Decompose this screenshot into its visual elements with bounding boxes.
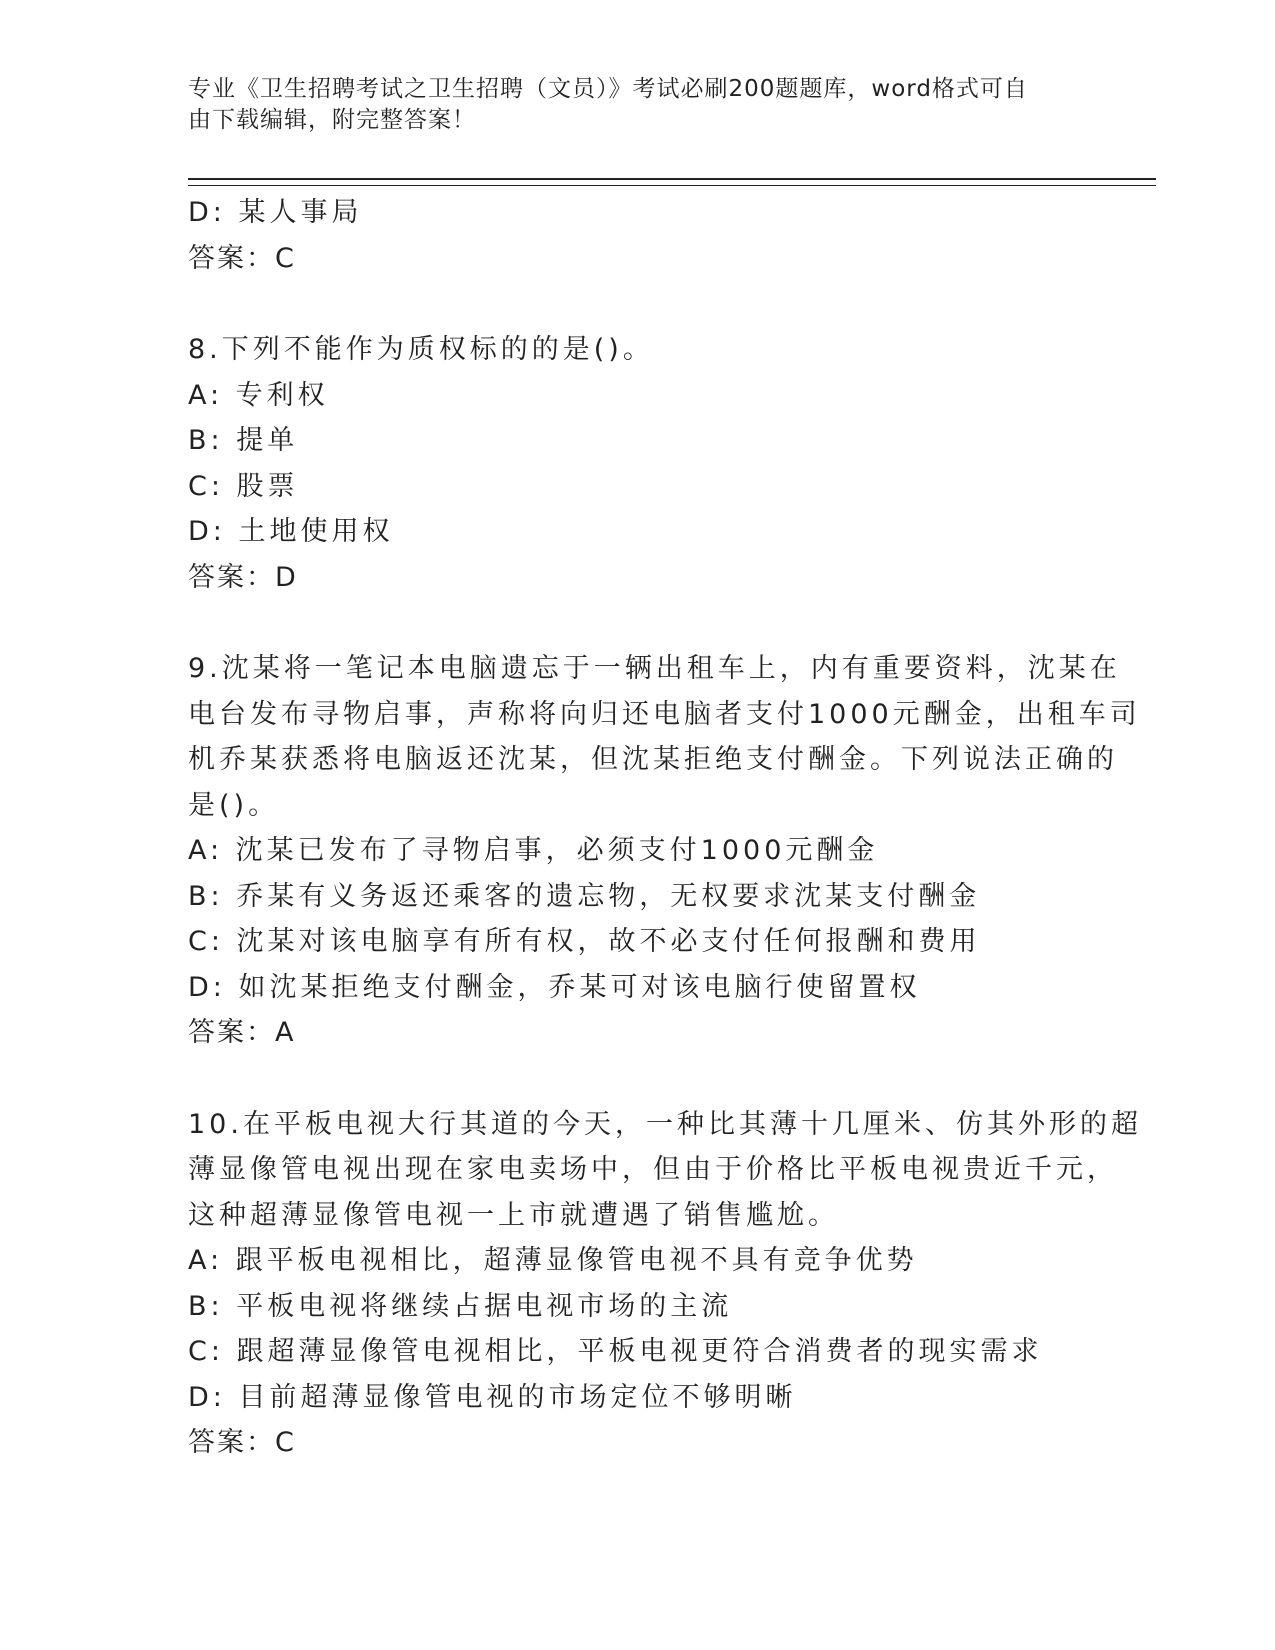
answer: 答案：D [188, 561, 298, 593]
question-9 [188, 646, 1141, 1056]
option-a: A: 跟平板电视相比，超薄显像管电视不具有竞争优势 [188, 1245, 918, 1276]
answer: 答案：C [188, 242, 296, 274]
option-c: C: 股票 [188, 470, 299, 502]
answer: 答案：A [188, 1017, 296, 1048]
option-c: C: 沈某对该电脑享有所有权，故不必支付任何报酬和费用 [188, 926, 981, 957]
header-line-2: 由下载编辑，附完整答案！ [188, 107, 476, 133]
header-rule-thick [188, 178, 1156, 180]
question-7-tail [188, 190, 1088, 281]
option-a: A: 沈某已发布了寻物启事，必须支付1000元酬金 [188, 835, 879, 866]
page-header [188, 74, 1088, 136]
option-b: B: 乔某有义务返还乘客的遗忘物，无权要求沈某支付酬金 [188, 880, 981, 912]
option-d: D: 如沈某拒绝支付酬金，乔某可对该电脑行使留置权 [188, 971, 921, 1003]
option-d: D: 土地使用权 [188, 516, 394, 547]
question-stem-line-2: 薄显像管电视出现在家电卖场中，但由于价格比平板电视贵近千元， [188, 1154, 1118, 1185]
question-stem: 8.下列不能作为质权标的的是()。 [188, 334, 654, 365]
option-b: B: 提单 [188, 425, 299, 456]
question-stem-line-1: 9.沈某将一笔记本电脑遗忘于一辆出租车上，内有重要资料，沈某在 [188, 653, 1121, 684]
option-a: A: 专利权 [188, 379, 329, 411]
question-8 [188, 327, 1088, 600]
question-stem-line-4: 是()。 [188, 789, 280, 821]
question-10 [188, 1102, 1142, 1466]
option-c: C: 跟超薄显像管电视相比，平板电视更符合消费者的现实需求 [188, 1336, 1043, 1367]
question-list [188, 190, 1142, 1466]
option-d: D: 某人事局 [188, 197, 363, 228]
question-stem-line-3: 这种超薄显像管电视一上市就遭遇了销售尴尬。 [188, 1199, 839, 1231]
question-stem-line-2: 电台发布寻物启事，声称将向归还电脑者支付1000元酬金，出租车司 [188, 698, 1141, 730]
header-line-1: 专业《卫生招聘考试之卫生招聘（文员）》考试必刷200题题库，word格式可自 [188, 76, 1028, 102]
question-stem-line-1: 10.在平板电视大行其道的今天，一种比其薄十几厘米、仿其外形的超 [188, 1108, 1142, 1140]
answer: 答案：C [188, 1427, 296, 1458]
option-d: D: 目前超薄显像管电视的市场定位不够明晰 [188, 1381, 797, 1413]
option-b: B: 平板电视将继续占据电视市场的主流 [188, 1290, 733, 1322]
header-rule-thin [188, 185, 1156, 186]
question-stem-line-3: 机乔某获悉将电脑返还沈某，但沈某拒绝支付酬金。下列说法正确的 [188, 744, 1118, 775]
